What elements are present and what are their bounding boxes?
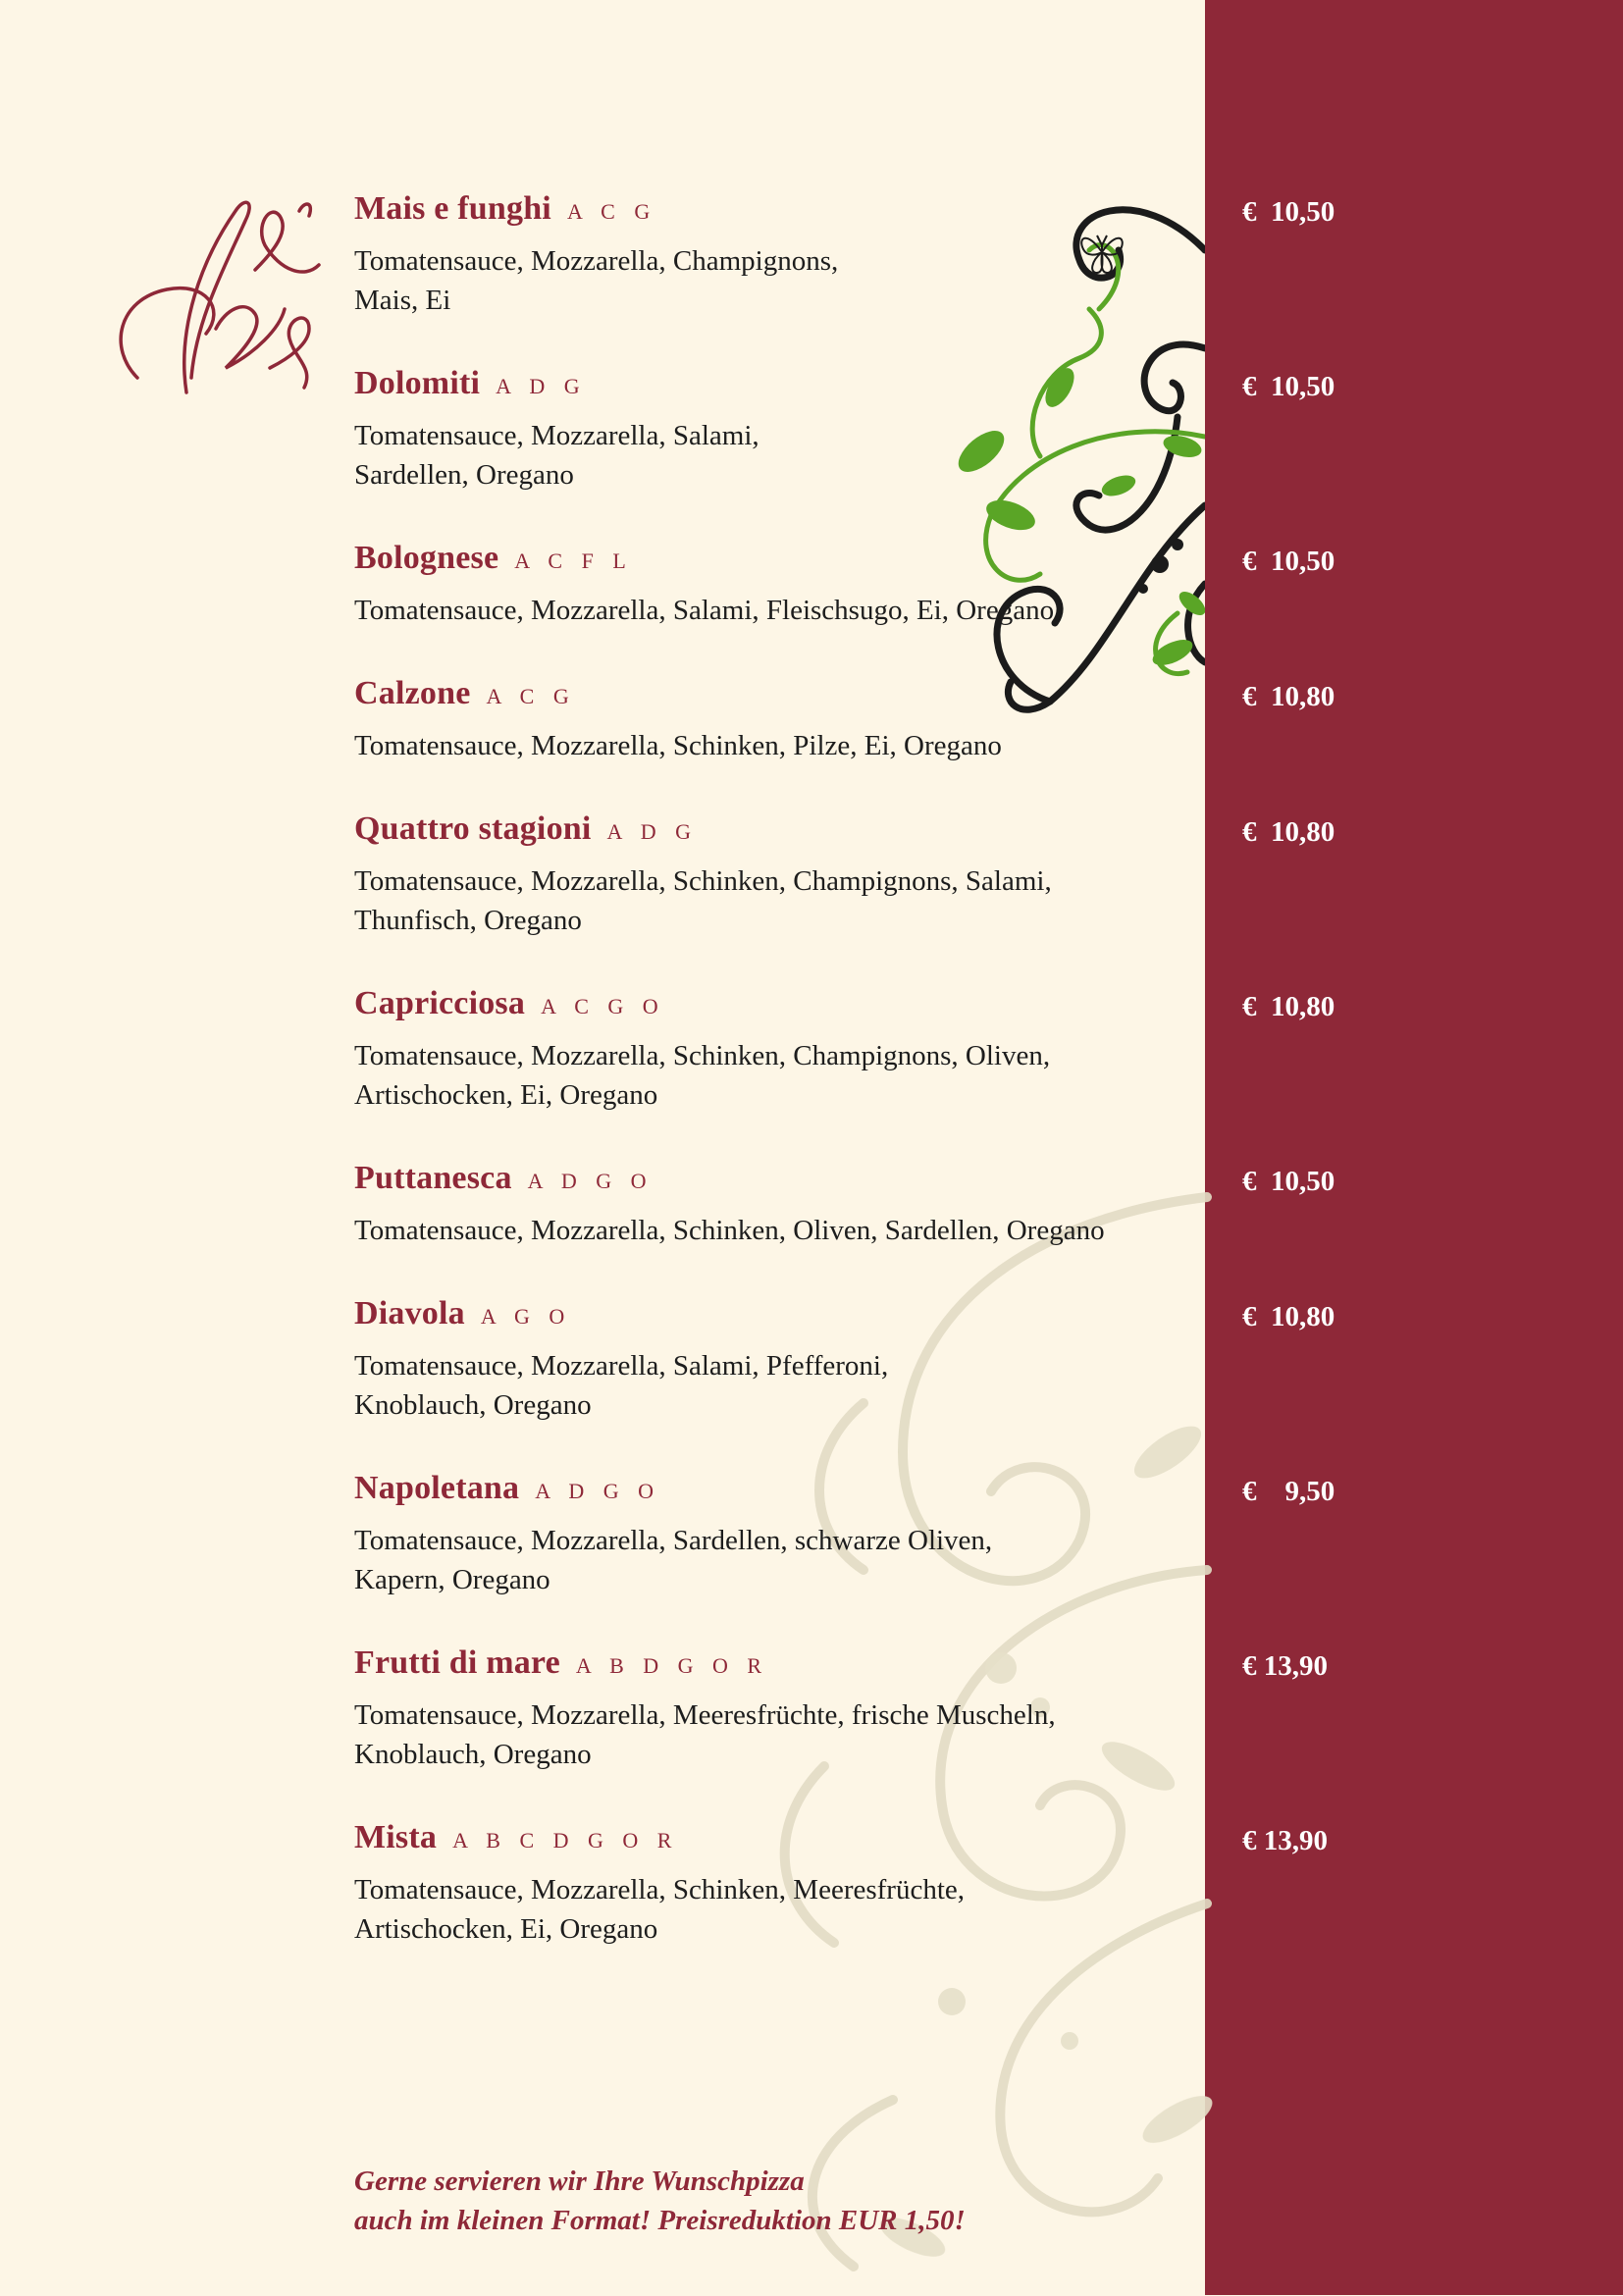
menu-item-quattro-stagioni: [354, 810, 1218, 940]
item-description: Tomatensauce, Mozzarella, Schinken, Oliven, Sardellen, Oregano: [354, 1215, 1105, 1246]
menu-item-calzone: [354, 675, 1218, 765]
menu-item-frutti-di-mare: [354, 1644, 1218, 1774]
item-price: € 9,50: [1242, 1476, 1335, 1507]
footer-line-1: Gerne servieren wir Ihre Wunschpizza: [354, 2166, 805, 2197]
item-name: Diavola: [354, 1295, 465, 1331]
item-price: € 10,50: [1242, 546, 1335, 577]
menu-item-mista: [354, 1819, 1218, 1949]
menu-item-napoletana: [354, 1470, 1218, 1599]
item-description: Tomatensauce, Mozzarella, Schinken, Pilze, Ei, Oregano: [354, 730, 1002, 761]
menu-item-puttanesca: [354, 1160, 1218, 1250]
item-name: Bolognese: [354, 540, 499, 576]
item-description: Tomatensauce, Mozzarella, Schinken, Champignons, Salami, Thunfisch, Oregano: [354, 865, 1052, 936]
item-price: € 10,80: [1242, 816, 1335, 848]
item-allergens: A C G O: [541, 994, 665, 1018]
item-name: Calzone: [354, 675, 471, 711]
item-name: Mais e funghi: [354, 190, 551, 227]
item-allergens: A C G: [486, 684, 576, 708]
item-name: Puttanesca: [354, 1160, 512, 1196]
menu-item-bolognese: [354, 540, 1218, 630]
footer-note: [354, 2162, 966, 2240]
item-allergens: A D G: [496, 374, 587, 398]
item-price: € 10,50: [1242, 1166, 1335, 1197]
item-price: € 10,50: [1242, 371, 1335, 402]
item-name: Capricciosa: [354, 985, 526, 1021]
item-description: Tomatensauce, Mozzarella, Champignons, Mais, Ei: [354, 245, 839, 316]
item-allergens: A G O: [480, 1304, 572, 1329]
item-description: Tomatensauce, Mozzarella, Sardellen, schwarze Oliven, Kapern, Oregano: [354, 1525, 993, 1595]
item-description: Tomatensauce, Mozzarella, Schinken, Champignons, Oliven, Artischocken, Ei, Oregano: [354, 1040, 1051, 1111]
item-description: Tomatensauce, Mozzarella, Salami, Sardellen, Oregano: [354, 420, 759, 491]
item-allergens: A D G O: [535, 1479, 661, 1503]
item-price: € 10,80: [1242, 991, 1335, 1022]
item-name: Mista: [354, 1819, 438, 1855]
menu-item-mais-e-funghi: [354, 190, 1218, 320]
item-description: Tomatensauce, Mozzarella, Meeresfrüchte, frische Muscheln, Knoblauch, Oregano: [354, 1699, 1056, 1770]
item-allergens: A C G: [566, 199, 657, 224]
item-name: Napoletana: [354, 1470, 520, 1506]
item-price: € 10,80: [1242, 681, 1335, 712]
item-allergens: A C F L: [514, 548, 633, 573]
menu-item-diavola: [354, 1295, 1218, 1425]
item-description: Tomatensauce, Mozzarella, Salami, Pfefferoni, Knoblauch, Oregano: [354, 1350, 889, 1421]
menu-item-dolomiti: [354, 365, 1218, 495]
footer-line-2: auch im kleinen Format! Preisreduktion EUR 1,50!: [354, 2205, 966, 2236]
item-name: Frutti di mare: [354, 1644, 560, 1681]
item-description: Tomatensauce, Mozzarella, Schinken, Meeresfrüchte, Artischocken, Ei, Oregano: [354, 1874, 965, 1945]
item-name: Dolomiti: [354, 365, 481, 401]
price-band: [1205, 0, 1623, 2295]
item-price: € 13,90: [1242, 1825, 1328, 1856]
item-description: Tomatensauce, Mozzarella, Salami, Fleischsugo, Ei, Oregano: [354, 595, 1055, 626]
item-allergens: A D G O: [527, 1169, 654, 1193]
item-name: Quattro stagioni: [354, 810, 592, 847]
script-title-pizze: [108, 172, 324, 397]
item-price: € 13,90: [1242, 1650, 1328, 1682]
item-allergens: A D G: [606, 819, 698, 844]
menu-item-capricciosa: [354, 985, 1218, 1115]
item-price: € 10,80: [1242, 1301, 1335, 1332]
item-price: € 10,50: [1242, 196, 1335, 228]
item-allergens: A B D G O R: [575, 1653, 769, 1678]
item-allergens: A B C D G O R: [452, 1828, 679, 1852]
